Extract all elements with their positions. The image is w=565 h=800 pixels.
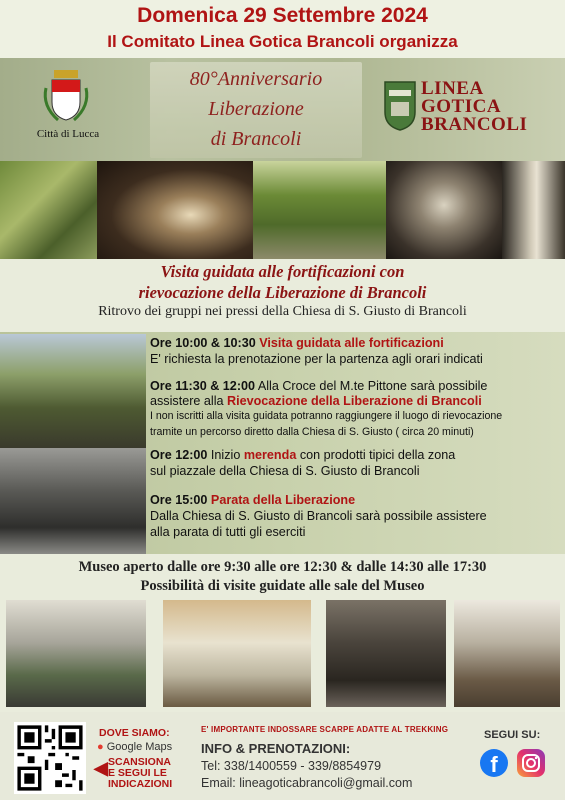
header bbox=[0, 0, 565, 60]
event-text: Dalla Chiesa di S. Giusto di Brancoli sarà possibile assistere bbox=[150, 509, 487, 523]
event-time: Ore 15:00 bbox=[150, 493, 208, 507]
instagram-icon[interactable] bbox=[517, 749, 545, 777]
organizer-line: Il Comitato Linea Gotica Brancoli organizza bbox=[107, 32, 458, 51]
soldiers-photo bbox=[0, 448, 146, 554]
bunker-photo bbox=[97, 161, 253, 259]
location-label: DOVE SIAMO: bbox=[99, 727, 170, 739]
event-text: Inizio bbox=[210, 448, 241, 462]
event-title: Parata della Liberazione bbox=[210, 493, 356, 507]
anniversary-line: 80°Anniversario bbox=[189, 68, 323, 90]
event-date-title: Domenica 29 Settembre 2024 bbox=[137, 4, 428, 27]
scan-line: INDICAZIONI bbox=[108, 778, 173, 790]
event-note: tramite un percorso diretto dalla Chiesa di S. Giusto ( circa 20 minuti) bbox=[150, 426, 474, 438]
arrow-left-icon: ◀ bbox=[94, 758, 108, 778]
email-address[interactable]: Email: lineagoticabrancoli@gmail.com bbox=[201, 776, 413, 790]
event-title: Rievocazione della Liberazione di Brancoli bbox=[227, 394, 482, 408]
anniversary-line: Liberazione bbox=[208, 98, 304, 120]
logo-line: LINEA bbox=[421, 78, 484, 99]
jeep-photo bbox=[0, 334, 146, 448]
phone-numbers[interactable]: Tel: 338/1400559 - 339/8854979 bbox=[201, 759, 382, 773]
event-2-line bbox=[150, 394, 482, 410]
stairs-photo bbox=[386, 161, 502, 259]
trekking-warning: E' IMPORTANTE INDOSSARE SCARPE ADATTE AL TREKKING bbox=[201, 725, 449, 734]
city-label: Città di Lucca bbox=[36, 128, 100, 140]
museum-hours-line: Museo aperto dalle ore 9:30 alle ore 12:30 & dalle 14:30 alle 17:30 bbox=[78, 559, 487, 575]
logo-line: BRANCOLI bbox=[421, 114, 528, 135]
event-1 bbox=[150, 336, 444, 352]
event-note: I non iscritti alla visita guidata potranno raggiungere il luogo di rievocazione bbox=[150, 410, 503, 422]
event-time: Ore 10:00 & 10:30 bbox=[150, 336, 256, 350]
event-time: Ore 11:30 & 12:00 bbox=[150, 379, 256, 393]
linea-gotica-logo-text bbox=[421, 80, 527, 134]
museum-tours-line: Possibilità di visite guidate alle sale del Museo bbox=[140, 578, 425, 594]
event-title: Visita guidata alle fortificazioni bbox=[259, 336, 444, 350]
map-pin-icon: ● bbox=[97, 741, 104, 753]
linea-gotica-logo-icon bbox=[383, 80, 417, 132]
scan-instructions bbox=[94, 757, 172, 790]
event-text: sul piazzale della Chiesa di S. Giusto di Brancoli bbox=[150, 464, 420, 478]
google-maps-link[interactable] bbox=[97, 741, 172, 753]
event-text: assistere alla bbox=[150, 394, 224, 408]
event-text: Alla Croce del M.te Pittone sarà possibile bbox=[257, 379, 488, 393]
trench-photo bbox=[0, 161, 97, 259]
museum-exhibit-photo bbox=[454, 600, 560, 707]
scan-line: SCANSIONA bbox=[108, 756, 172, 768]
museum-hours bbox=[0, 558, 565, 596]
event-time: Ore 12:00 bbox=[150, 448, 208, 462]
info-heading: INFO & PRENOTAZIONI: bbox=[201, 741, 351, 756]
event-text: alla parata di tutti gli eserciti bbox=[150, 525, 306, 539]
social-label: SEGUI SU: bbox=[484, 729, 541, 741]
event-text: con prodotti tipici della zona bbox=[299, 448, 456, 462]
logo-line: GOTICA bbox=[421, 96, 502, 117]
anniversary-line: di Brancoli bbox=[210, 128, 302, 150]
event-2 bbox=[150, 379, 487, 395]
visit-title: Visita guidata alle fortificazioni con bbox=[160, 262, 405, 281]
visit-subtitle: Ritrovo dei gruppi nei pressi della Chiesa di S. Giusto di Brancoli bbox=[98, 304, 467, 319]
event-4 bbox=[150, 493, 355, 509]
tunnel-photo bbox=[502, 161, 565, 259]
city-crest-icon bbox=[38, 68, 94, 126]
google-maps-label: Google Maps bbox=[106, 741, 173, 753]
fortification-photo bbox=[253, 161, 386, 259]
museum-fireplace-photo bbox=[326, 600, 446, 707]
event-title: merenda bbox=[243, 448, 297, 462]
guided-visit-section bbox=[0, 261, 565, 320]
anniversary-box bbox=[150, 62, 362, 158]
qr-code-icon[interactable] bbox=[14, 722, 86, 794]
scan-line: E SEGUI LE bbox=[108, 767, 167, 779]
visit-title: rievocazione della Liberazione di Brancoli bbox=[138, 283, 427, 302]
museum-photo bbox=[6, 600, 146, 707]
event-3 bbox=[150, 448, 455, 464]
event-text: E' richiesta la prenotazione per la partenza agli orari indicati bbox=[150, 352, 483, 366]
facebook-icon[interactable]: f bbox=[480, 749, 508, 777]
museum-room-photo bbox=[163, 600, 311, 707]
